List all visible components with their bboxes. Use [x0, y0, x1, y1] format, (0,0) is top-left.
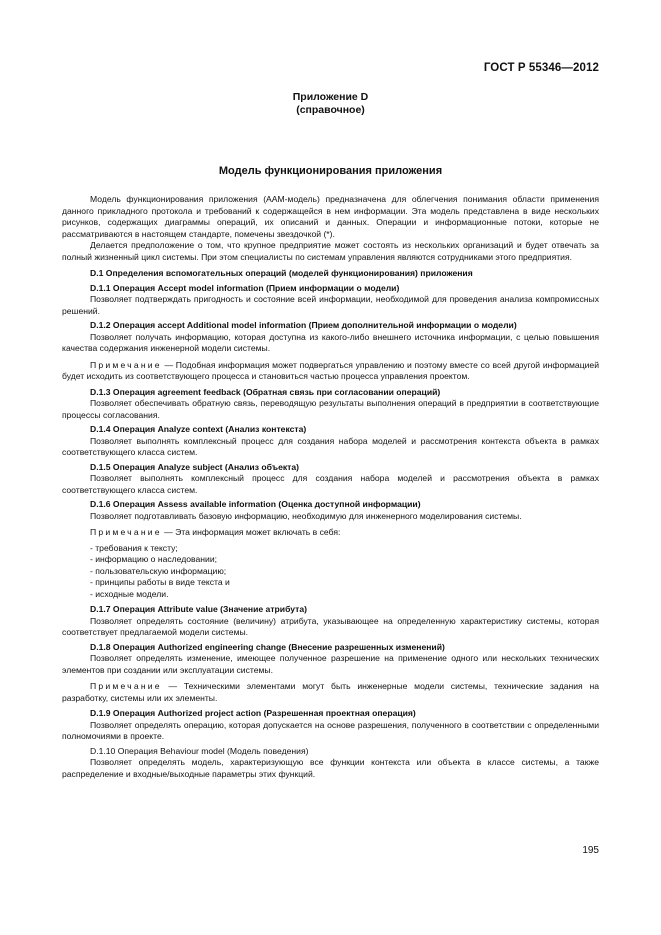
- note: [62, 360, 599, 383]
- intro-paragraph: Делается предположение о том, что крупное предприятие может состоять из нескольких организаций и будет отвечать за полный жизненный цикл системы. При этом специалисты по системам управления являются сотрудниками этого предприятия.: [62, 240, 599, 262]
- page-title: Модель функционирования приложения: [218, 165, 443, 177]
- note-text: — Техническими элементами могут быть инженерные модели системы, технические задания на разработку, системы или их элементы.: [62, 681, 599, 703]
- note-label: Примечание: [90, 681, 162, 691]
- clause-heading: D.1.10 Операция Behaviour model (Модель поведения): [90, 745, 309, 756]
- appendix-title: Приложение D: [292, 91, 369, 103]
- appendix-label: [0, 91, 661, 117]
- clause-text: Позволяет получать информацию, которая доступна из какого-либо внешнего источника информации, с целью повышения качества содержания инженерной модели системы.: [62, 331, 599, 353]
- clause-text: Позволяет подготавливать базовую информацию, необходимую для инженерного моделирования системы.: [90, 510, 522, 521]
- note-label: Примечание: [90, 359, 162, 370]
- clause-heading: D.1.7 Операция Attribute value (Значение атрибута): [90, 604, 307, 614]
- page-number: 195: [582, 845, 599, 856]
- note: [62, 527, 599, 539]
- clause-heading: D.1.4 Операция Analyze context (Анализ контекста): [90, 424, 307, 434]
- clause-text: Позволяет определять состояние (величину) атрибута, указывающее на определенную характеристику системы, которая соответствует предлагаемой модели системы.: [62, 615, 599, 637]
- note-text: — Подобная информация может подвергаться управлению и поэтому вместе со всей другой информацией будет исходить из соответствующего процесса и становиться частью процесса управления проектом.: [62, 359, 599, 381]
- note-label: Примечание: [90, 527, 162, 537]
- clause-heading: D.1.3 Операция agreement feedback (Обратная связь при согласовании операций): [90, 386, 441, 397]
- clause-heading: D.1.5 Операция Analyze subject (Анализ объекта): [90, 461, 299, 472]
- clause-text: Позволяет определять изменение, имеющее полученное разрешение на применение одного или нескольких технических элементов при создании или эксплуатации системы.: [62, 653, 599, 675]
- note: [62, 681, 599, 704]
- appendix-type: (справочное): [296, 104, 365, 116]
- clause-text: Позволяет определять операцию, которая допускается на основе разрешения, полученного в соответствии с определенными полномочиями в проекте.: [62, 719, 599, 741]
- clause-heading: D.1.2 Операция accept Additional model information (Прием дополнительной информации о модели): [90, 320, 517, 330]
- clause-heading: D.1.8 Операция Authorized engineering change (Внесение разрешенных изменений): [90, 641, 445, 652]
- intro-paragraph: Модель функционирования приложения (ААМ-модель) предназначена для облегчения понимания области применения данного прикладного протокола и требований к содержащейся в нем информации. Эта модель представлена в виде нескольких рисунков, содержащих диаграммы операций, их описаний и данных. Операции и информационные потоки, которые не рассматриваются в настоящем стандарте, помечены звездочкой (*).: [62, 194, 599, 239]
- section-heading: D.1 Определения вспомогательных операций (моделей функционирования) приложения: [90, 268, 473, 278]
- clause-text: Позволяет определять модель, характеризующую все функции контекста или объекта в классе системы, а также распределение и входные/выходные параметры этих функций.: [62, 757, 599, 779]
- clause-text: Позволяет выполнять комплексный процесс для создания набора моделей и рассмотрения контекста объекта в рамках соответствующего класса систем.: [62, 435, 599, 457]
- clause-heading: D.1.1 Операция Accept model information (Прием информации о модели): [90, 282, 400, 293]
- list-item: - исходные модели.: [90, 588, 169, 599]
- clause-text: Позволяет подтверждать пригодность и состояние всей информации, необходимой для проведения анализа компромиссных решений.: [62, 294, 599, 316]
- list-item: - принципы работы в виде текста и: [90, 577, 230, 587]
- list-item: - требования к тексту;: [90, 542, 178, 553]
- standard-code: ГОСТ Р 55346—2012: [483, 62, 599, 74]
- list-item: - пользовательскую информацию;: [90, 565, 227, 576]
- note-text: — Эта информация может включать в себя:: [161, 527, 341, 537]
- list-item: - информацию о наследовании;: [90, 554, 218, 564]
- document-body: [62, 194, 599, 780]
- clause-text: Позволяет выполнять комплексный процесс для создания набора моделей и рассмотрения объекта в рамках соответствующего класса систем.: [62, 473, 599, 495]
- clause-text: Позволяет обеспечивать обратную связь, переводящую результаты выполнения операций в предприятии в соответствующие процессы согласования.: [62, 398, 599, 420]
- clause-heading: D.1.6 Операция Assess available information (Оценка доступной информации): [90, 499, 421, 509]
- clause-heading: D.1.9 Операция Authorized project action (Разрешенная проектная операция): [90, 708, 416, 718]
- note-list: [62, 543, 599, 601]
